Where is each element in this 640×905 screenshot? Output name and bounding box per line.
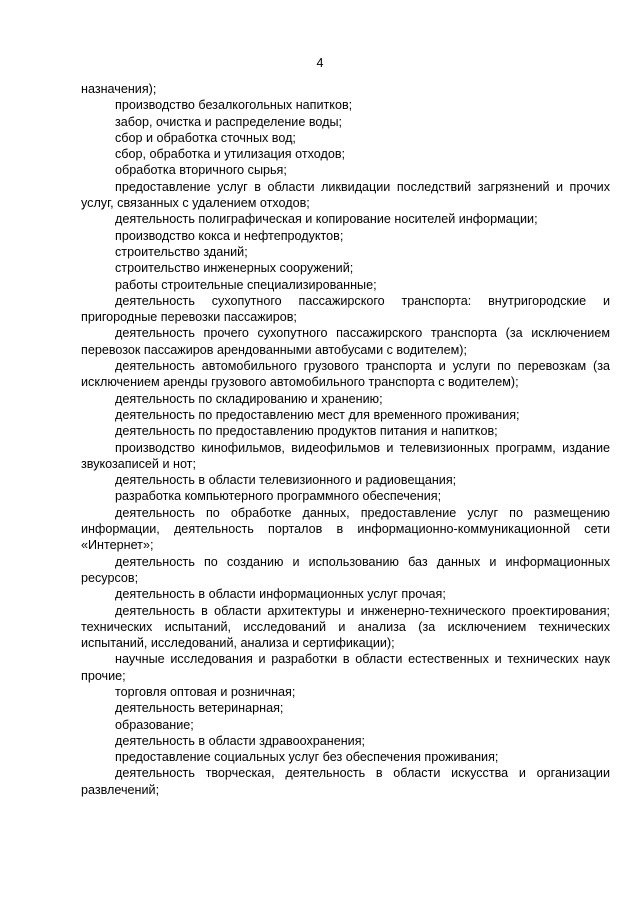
paragraph: предоставление услуг в области ликвидации последствий загрязнений и прочих услуг, связанных с удалением отходов;: [81, 179, 610, 211]
paragraph: предоставление социальных услуг без обеспечения проживания;: [115, 750, 499, 765]
paragraph: деятельность по обработке данных, предоставление услуг по размещению информации, деятельность порталов в информационно-коммуникационной сети «Интернет»;: [81, 505, 610, 553]
paragraph: работы строительные специализированные;: [115, 277, 377, 292]
paragraph: деятельность по созданию и использованию баз данных и информационных ресурсов;: [81, 554, 610, 585]
paragraph: деятельность в области телевизионного и радиовещания;: [115, 473, 457, 488]
paragraph: деятельность по складированию и хранению;: [115, 391, 383, 406]
paragraph: деятельность в области информационных услуг прочая;: [115, 587, 446, 602]
paragraph: строительство инженерных сооружений;: [115, 261, 354, 276]
paragraph: производство безалкогольных напитков;: [115, 98, 353, 113]
paragraph: сбор и обработка сточных вод;: [115, 130, 296, 145]
paragraph: деятельность по предоставлению мест для временного проживания;: [115, 407, 520, 422]
paragraph: производство кокса и нефтепродуктов;: [115, 228, 344, 243]
paragraph: деятельность в области архитектуры и инженерно-технического проектирования; технических испытаний, исследований и анализа (за исключением технических испытаний, исследований, анализа и сертификации);: [81, 603, 610, 651]
paragraph: научные исследования и разработки в области естественных и технических наук прочие;: [81, 652, 610, 683]
paragraph: разработка компьютерного программного обеспечения;: [115, 489, 442, 504]
paragraph: строительство зданий;: [115, 244, 248, 259]
paragraph: деятельность творческая, деятельность в области искусства и организации развлечений;: [81, 766, 610, 797]
document-body: [81, 81, 610, 798]
paragraph: обработка вторичного сырья;: [115, 163, 287, 178]
paragraph: торговля оптовая и розничная;: [115, 684, 296, 699]
paragraph: забор, очистка и распределение воды;: [115, 114, 343, 129]
paragraph: назначения);: [81, 82, 157, 96]
paragraph: образование;: [115, 717, 194, 732]
paragraph: производство кинофильмов, видеофильмов и телевизионных программ, издание звукозаписей и нот;: [81, 440, 610, 471]
paragraph: сбор, обработка и утилизация отходов;: [115, 147, 346, 162]
page-number: 4: [316, 56, 324, 70]
paragraph: деятельность автомобильного грузового транспорта и услуги по перевозкам (за исключением аренды грузового автомобильного транспорта с водителем);: [81, 359, 610, 390]
paragraph: деятельность полиграфическая и копирование носителей информации;: [115, 212, 538, 227]
paragraph: деятельность сухопутного пассажирского транспорта: внутригородские и пригородные перевозки пассажиров;: [81, 293, 610, 325]
paragraph: деятельность по предоставлению продуктов питания и напитков;: [115, 424, 498, 439]
paragraph: деятельность прочего сухопутного пассажирского транспорта (за исключением перевозок пассажиров арендованными автобусами с водителем);: [81, 326, 610, 357]
paragraph: деятельность в области здравоохранения;: [115, 733, 366, 748]
paragraph: деятельность ветеринарная;: [115, 701, 284, 716]
